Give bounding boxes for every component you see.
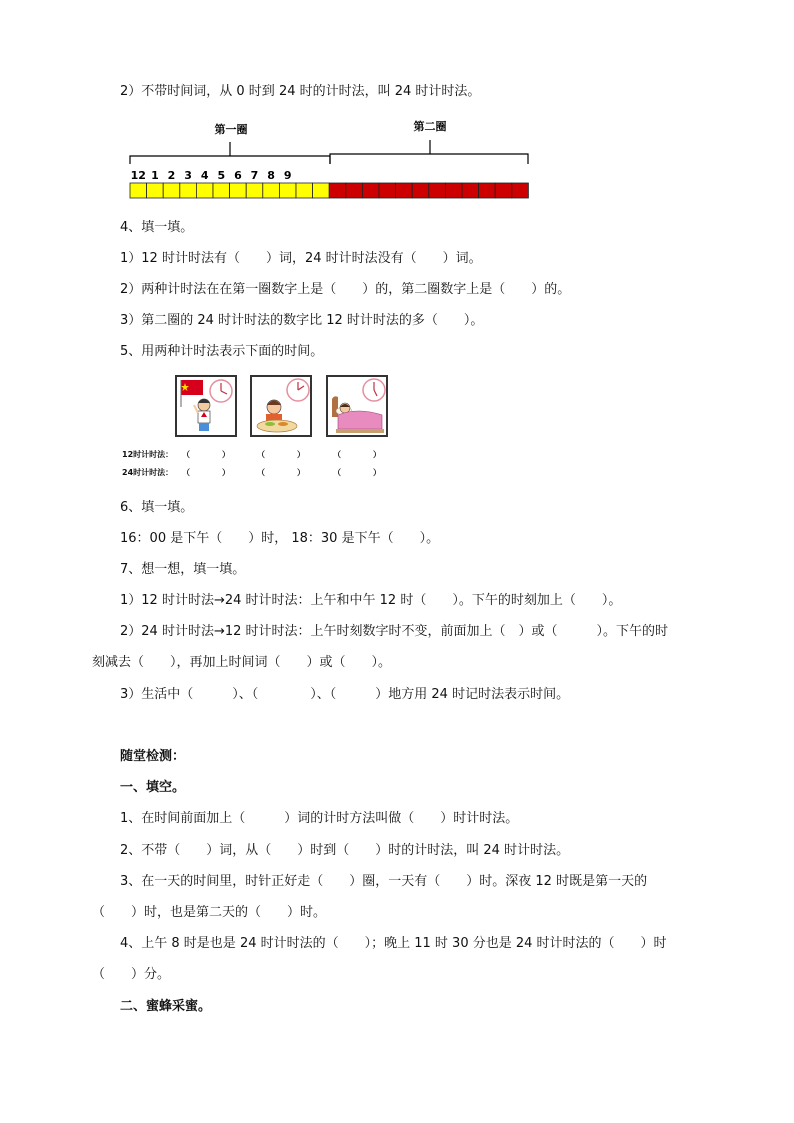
hour-number: 8 [267,169,275,182]
q7-line2a: 2）24 时计时法→12 时计时法：上午时刻数字时不变，前面加上（ ）或（ ）。下午的时 [120,624,669,639]
second-circle-cell [512,183,529,198]
test-item3a: 3、在一天的时间里，时针正好走（ ）圈，一天有（ ）时。深夜 12 时既是第一天的 [120,874,648,889]
second-circle-cell [445,183,462,198]
first-circle-cell [213,183,230,198]
hour-number: 1 [151,169,159,182]
first-circle-cell [180,183,197,198]
first-circle-cell [296,183,313,198]
q4-line1: 1）12 时计时法有（ ）词，24 时计时法没有（ ）词。 [120,251,482,266]
first-circle-brace [130,142,330,164]
second-circle-cell [479,183,496,198]
second-circle-label: 第二圈 [413,120,447,133]
second-circle-cell [396,183,413,198]
time-pictures [120,375,420,485]
second-circle-brace [330,140,528,164]
test-item2: 2、不带（ ）词，从（ ）时到（ ）时的计时法，叫 24 时计时法。 [120,843,570,858]
second-circle-cell [462,183,479,198]
first-circle-cell [313,183,330,198]
row-12h-label: 12时计时法： [122,450,174,459]
answer-blank: （ ） [257,468,305,477]
test-item4a: 4、上午 8 时是也是 24 时计时法的（ ）；晚上 11 时 30 分也是 24 时计时法的（ ）时 [120,936,667,951]
q5-title: 5、用两种计时法表示下面的时间。 [120,344,324,359]
hour-number: 7 [250,169,259,182]
hour-numbers [131,169,292,182]
test-item3b: （ ）时，也是第二天的（ ）时。 [92,905,327,920]
first-circle-label: 第一圈 [214,123,248,136]
hour-cells [130,183,528,198]
q4-line2: 2）两种计时法在在第一圈数字上是（ ）的，第二圈数字上是（ ）的。 [120,282,571,297]
hour-number: 2 [167,169,176,182]
q4-title: 4、填一填。 [120,220,194,235]
test-part1-title: 一、填空。 [120,780,186,795]
test-part2-title: 二、蜜蜂采蜜。 [120,999,212,1014]
second-circle-cell [362,183,379,198]
second-circle-cell [412,183,429,198]
second-circle-cell [429,183,446,198]
sleeping-picture [326,375,388,437]
first-circle-cell [263,183,280,198]
q6-line1: 16：00 是下午（ ）时， 18：30 是下午（ ）。 [120,531,440,546]
answer-blank: （ ） [333,450,381,459]
first-circle-cell [230,183,247,198]
q7-line2b: 刻减去（ ），再加上时间词（ ）或（ ）。 [92,655,392,670]
hour-number: 4 [200,169,209,182]
flag-raising-picture [175,375,237,437]
q4-line3: 3）第二圈的 24 时计时法的数字比 12 时计时法的多（ ）。 [120,313,484,328]
test-item1: 1、在时间前面加上（ ）词的计时方法叫做（ ）时计时法。 [120,811,519,826]
first-circle-cell [130,183,147,198]
q7-title: 7、想一想，填一填。 [120,562,246,577]
answer-blank: （ ） [333,468,381,477]
q6-title: 6、填一填。 [120,500,194,515]
answer-blank: （ ） [257,450,305,459]
first-circle-cell [279,183,296,198]
row-24h-label: 24时计时法： [122,468,174,477]
diagram-svg [128,118,538,208]
q7-line1: 1）12 时计时法→24 时计时法：上午和中午 12 时（ ）。下午的时刻加上（ ）。 [120,593,622,608]
hour-number: 5 [217,169,226,182]
answer-blank: （ ） [182,468,230,477]
first-circle-cell [246,183,263,198]
first-circle-cell [147,183,164,198]
test-heading: 随堂检测： [120,749,186,764]
eating-picture [250,375,312,437]
hour-number: 9 [283,169,292,182]
second-circle-cell [329,183,346,198]
hour-number: 3 [184,169,192,182]
hour-number: 12 [130,169,146,182]
test-item4b: （ ）分。 [92,967,171,982]
second-circle-cell [346,183,363,198]
hour-number: 6 [234,169,242,182]
clock-circle-diagram [128,118,538,208]
second-circle-cell [495,183,512,198]
q7-line3: 3）生活中（ ）、（ ）、（ ）地方用 24 时记时法表示时间。 [120,687,570,702]
first-circle-cell [196,183,213,198]
second-circle-cell [379,183,396,198]
intro-text: 2）不带时间词，从 0 时到 24 时的计时法，叫 24 时计时法。 [120,84,481,99]
answer-blank: （ ） [182,450,230,459]
first-circle-cell [163,183,180,198]
